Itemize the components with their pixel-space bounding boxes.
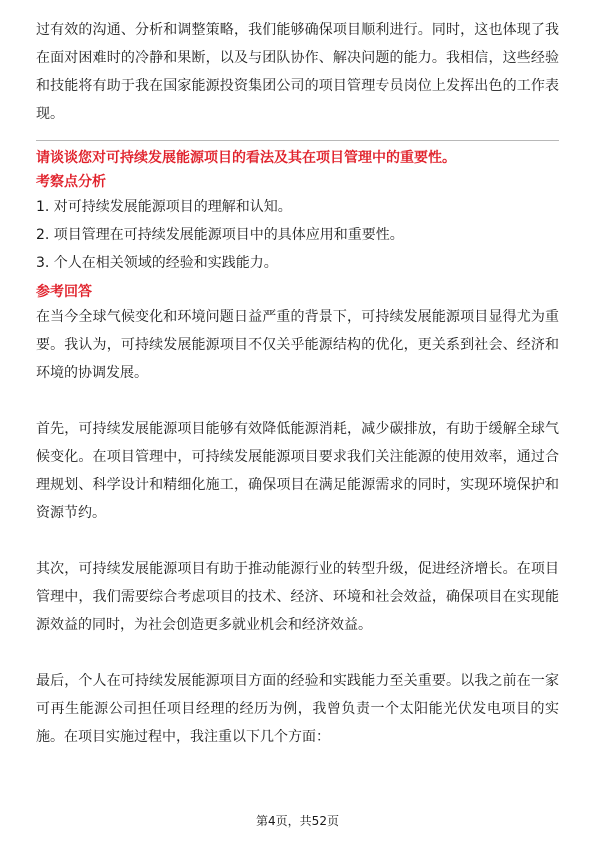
- paragraph-spacer: [36, 639, 559, 667]
- answer-paragraph: 最后，个人在可持续发展能源项目方面的经验和实践能力至关重要。以我之前在一家可再生能源公司担任项目经理的经历为例，我曾负责一个太阳能光伏发电项目的实施。在项目实施过程中，我注重以下几个方面：: [36, 673, 559, 745]
- question-heading: 请谈谈您对可持续发展能源项目的看法及其在项目管理中的重要性。: [36, 150, 456, 166]
- answer-paragraph: 其次，可持续发展能源项目有助于推动能源行业的转型升级，促进经济增长。在项目管理中，我们需要综合考虑项目的技术、经济、环境和社会效益，确保项目在实现能源效益的同时，为社会创造更多就业机会和经济效益。: [36, 561, 559, 633]
- section-divider: [36, 140, 559, 141]
- analysis-item: 2. 项目管理在可持续发展能源项目中的具体应用和重要性。: [36, 227, 404, 243]
- analysis-item: 3. 个人在相关领域的经验和实践能力。: [36, 255, 278, 271]
- answer-heading: 参考回答: [36, 284, 92, 300]
- paragraph-spacer: [36, 527, 559, 555]
- answer-paragraph: 在当今全球气候变化和环境问题日益严重的背景下，可持续发展能源项目显得尤为重要。我认为，可持续发展能源项目不仅关乎能源结构的优化，更关系到社会、经济和环境的协调发展。: [36, 309, 559, 381]
- analysis-heading: 考察点分析: [36, 174, 106, 190]
- answer-paragraph: 首先，可持续发展能源项目能够有效降低能源消耗，减少碳排放，有助于缓解全球气候变化。在项目管理中，可持续发展能源项目要求我们关注能源的使用效率，通过合理规划、科学设计和精细化施工，确保项目在满足能源需求的同时，实现环境保护和资源节约。: [36, 421, 559, 521]
- intro-paragraph: 过有效的沟通、分析和调整策略，我们能够确保项目顺利进行。同时，这也体现了我在面对困难时的冷静和果断，以及与团队协作、解决问题的能力。我相信，这些经验和技能将有助于我在国家能源投资集团公司的项目管理专员岗位上发挥出色的工作表现。: [36, 22, 559, 122]
- page-footer: 第4页，共52页: [256, 814, 339, 828]
- analysis-item: 1. 对可持续发展能源项目的理解和认知。: [36, 199, 292, 215]
- paragraph-spacer: [36, 387, 559, 415]
- document-page: [36, 16, 559, 751]
